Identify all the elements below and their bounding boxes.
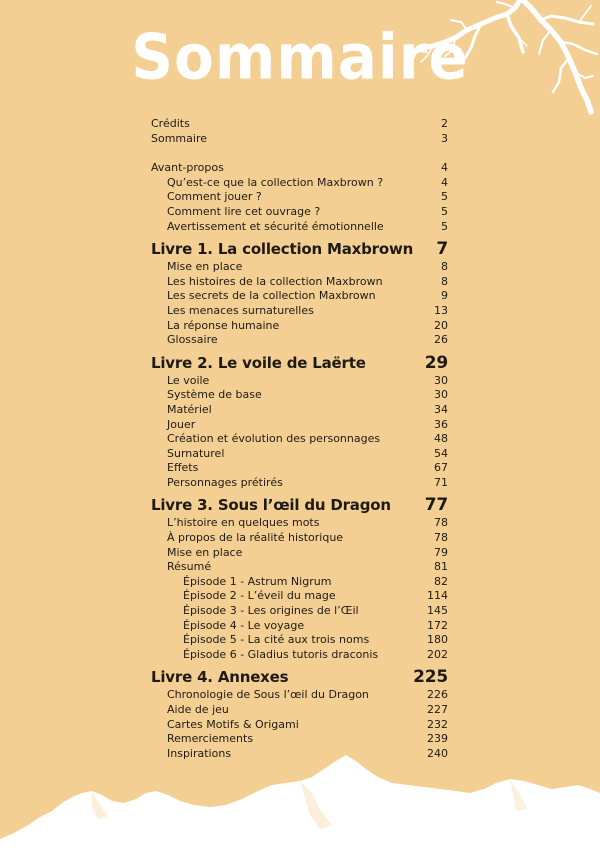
- table-of-contents: [151, 117, 448, 761]
- toc-subentry[interactable]: [151, 718, 448, 733]
- toc-label: Glossaire: [167, 333, 218, 347]
- toc-label: Épisode 1 - Astrum Nigrum: [183, 574, 332, 588]
- toc-book-title: Livre 3. Sous l’œil du Dragon: [151, 496, 391, 515]
- toc-entry-avant-propos[interactable]: [151, 161, 448, 176]
- toc-subentry[interactable]: [151, 732, 448, 747]
- toc-page-number: 54: [434, 446, 448, 460]
- toc-page-number: 145: [427, 604, 448, 618]
- toc-episode[interactable]: [151, 589, 448, 604]
- toc-page-number: 5: [441, 190, 448, 204]
- toc-subentry[interactable]: [151, 447, 448, 462]
- toc-label: Surnaturel: [167, 446, 225, 460]
- toc-label: Mise en place: [167, 545, 243, 559]
- toc-page-number: 82: [434, 574, 448, 588]
- toc-label: Remerciements: [167, 732, 254, 746]
- toc-page-number: 225: [413, 667, 448, 688]
- toc-label: Personnages prétirés: [167, 475, 283, 489]
- toc-subentry[interactable]: [151, 476, 448, 491]
- toc-label: Le voile: [167, 373, 210, 387]
- toc-label: Épisode 5 - La cité aux trois noms: [183, 633, 370, 647]
- toc-page-number: 13: [434, 303, 448, 317]
- toc-label: Chronologie de Sous l’œil du Dragon: [167, 688, 369, 702]
- toc-subentry[interactable]: [151, 275, 448, 290]
- toc-subentry[interactable]: [151, 220, 448, 235]
- page-title: Sommaire: [131, 20, 469, 94]
- toc-page-number: 202: [427, 647, 448, 661]
- toc-page-number: 20: [434, 318, 448, 332]
- toc-subentry[interactable]: [151, 333, 448, 348]
- toc-subentry[interactable]: [151, 560, 448, 575]
- toc-page-number: 81: [434, 560, 448, 574]
- toc-label: Mise en place: [167, 260, 243, 274]
- toc-page-number: 5: [441, 204, 448, 218]
- toc-book-title: Livre 2. Le voile de Laërte: [151, 353, 366, 372]
- toc-page-number: 78: [434, 531, 448, 545]
- toc-label: Jouer: [167, 417, 196, 431]
- toc-label: Épisode 3 - Les origines de l’Œil: [183, 604, 359, 618]
- toc-label: Avant-propos: [151, 161, 224, 175]
- toc-book-title: Livre 1. La collection Maxbrown: [151, 240, 414, 259]
- toc-book-title: Livre 4. Annexes: [151, 668, 289, 687]
- toc-page-number: 232: [427, 717, 448, 731]
- toc-label: Crédits: [151, 117, 190, 130]
- toc-label: Résumé: [167, 560, 212, 574]
- toc-page-number: 8: [441, 274, 448, 288]
- toc-page-number: 29: [424, 352, 448, 373]
- toc-book-3[interactable]: [151, 495, 448, 516]
- toc-episode[interactable]: [151, 619, 448, 634]
- toc-page-number: 239: [427, 732, 448, 746]
- toc-subentry[interactable]: [151, 461, 448, 476]
- toc-page-number: 4: [441, 161, 448, 175]
- toc-page-number: 7: [436, 239, 448, 260]
- toc-label: Effets: [167, 461, 199, 475]
- toc-label: Comment lire cet ouvrage ?: [167, 204, 321, 218]
- toc-page-number: 79: [434, 545, 448, 559]
- toc-label: Épisode 6 - Gladius tutoris draconis: [183, 647, 379, 661]
- toc-subentry[interactable]: [151, 319, 448, 334]
- toc-label: Épisode 2 - L’éveil du mage: [183, 589, 336, 603]
- toc-label: Les menaces surnaturelles: [167, 303, 314, 317]
- toc-subentry[interactable]: [151, 260, 448, 275]
- toc-subentry[interactable]: [151, 374, 448, 389]
- toc-label: À propos de la réalité historique: [167, 531, 344, 545]
- toc-label: Comment jouer ?: [167, 190, 262, 204]
- toc-entry-credits[interactable]: [151, 117, 448, 132]
- toc-subentry[interactable]: [151, 531, 448, 546]
- toc-label: Inspirations: [167, 746, 232, 760]
- toc-subentry[interactable]: [151, 418, 448, 433]
- toc-subentry[interactable]: [151, 703, 448, 718]
- toc-page-number: 227: [427, 703, 448, 716]
- toc-subentry[interactable]: [151, 688, 448, 703]
- toc-book-2[interactable]: [151, 353, 448, 374]
- toc-entry-sommaire[interactable]: [151, 132, 448, 147]
- toc-page-number: 30: [434, 373, 448, 387]
- toc-subentry[interactable]: [151, 289, 448, 304]
- toc-label: Les secrets de la collection Maxbrown: [167, 289, 376, 303]
- toc-page-number: 34: [434, 402, 448, 416]
- toc-page-number: 5: [441, 219, 448, 233]
- toc-page-number: 226: [427, 688, 448, 702]
- toc-page-number: 3: [441, 131, 448, 145]
- toc-label: Cartes Motifs & Origami: [167, 717, 299, 731]
- toc-page-number: 67: [434, 461, 448, 475]
- toc-subentry[interactable]: [151, 546, 448, 561]
- toc-subentry[interactable]: [151, 516, 448, 531]
- toc-label: Qu’est-ce que la collection Maxbrown ?: [167, 175, 384, 189]
- toc-subentry[interactable]: [151, 388, 448, 403]
- toc-subentry[interactable]: [151, 190, 448, 205]
- toc-page-number: 71: [434, 475, 448, 489]
- toc-page-number: 172: [427, 618, 448, 632]
- toc-page-number: 36: [434, 417, 448, 431]
- mountain-silhouette: [0, 753, 600, 853]
- toc-page-number: 114: [427, 589, 448, 603]
- toc-label: Les histoires de la collection Maxbrown: [167, 274, 383, 288]
- toc-page-number: 9: [441, 289, 448, 303]
- toc-page-number: 77: [424, 495, 448, 516]
- toc-page-number: 30: [434, 388, 448, 402]
- toc-label: Sommaire: [151, 131, 207, 145]
- toc-label: La réponse humaine: [167, 318, 280, 332]
- toc-page-number: 48: [434, 432, 448, 446]
- toc-subentry[interactable]: [151, 304, 448, 319]
- toc-label: Avertissement et sécurité émotionnelle: [167, 219, 384, 233]
- toc-page-number: 8: [441, 260, 448, 274]
- toc-label: Aide de jeu: [167, 703, 229, 716]
- toc-page-number: 240: [427, 746, 448, 760]
- toc-label: Matériel: [167, 402, 212, 416]
- toc-page-number: 78: [434, 516, 448, 530]
- toc-book-1[interactable]: [151, 239, 448, 260]
- toc-subentry[interactable]: [151, 432, 448, 447]
- toc-subentry[interactable]: [151, 176, 448, 191]
- toc-episode[interactable]: [151, 575, 448, 590]
- toc-page-number: 26: [434, 333, 448, 347]
- toc-page-number: 4: [441, 175, 448, 189]
- toc-label: Création et évolution des personnages: [167, 432, 381, 446]
- toc-subentry[interactable]: [151, 205, 448, 220]
- toc-label: L’histoire en quelques mots: [167, 516, 320, 530]
- toc-label: Épisode 4 - Le voyage: [183, 618, 305, 632]
- toc-subentry[interactable]: [151, 403, 448, 418]
- toc-page-number: 180: [427, 633, 448, 647]
- toc-label: Système de base: [167, 388, 262, 402]
- toc-episode[interactable]: [151, 604, 448, 619]
- toc-page-number: 2: [441, 117, 448, 130]
- toc-book-4[interactable]: [151, 667, 448, 688]
- toc-episode[interactable]: [151, 648, 448, 663]
- toc-episode[interactable]: [151, 633, 448, 648]
